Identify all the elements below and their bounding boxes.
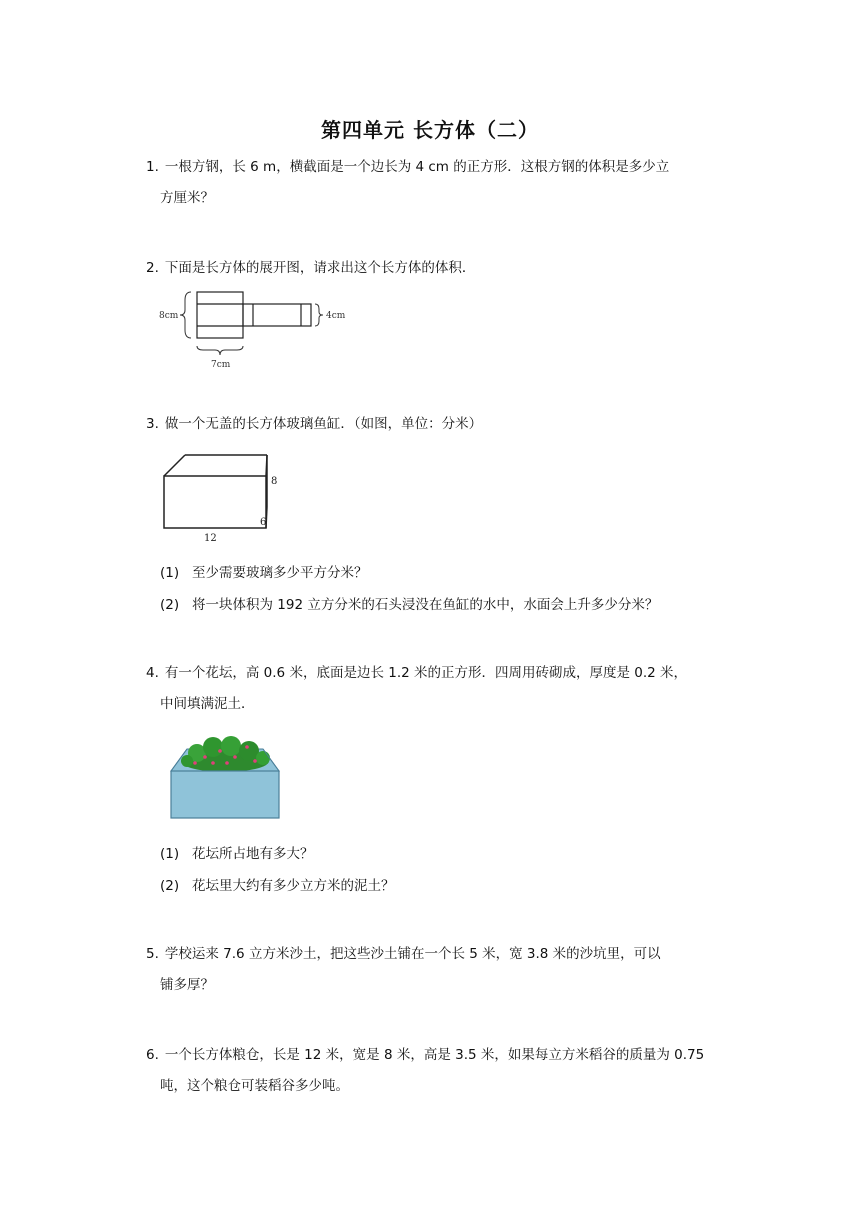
- tank-length-label: 12: [204, 533, 217, 544]
- question-3-part-1: [160, 563, 368, 583]
- question-text-cont: 方厘米？: [160, 190, 214, 206]
- question-1: [146, 152, 736, 214]
- question-3-part-2: [160, 595, 658, 615]
- flower-bed-figure: [165, 733, 287, 821]
- question-text-cont: 吨，这个粮仓可装稻谷多少吨。: [160, 1078, 349, 1094]
- plants-icon: [181, 736, 270, 772]
- question-number: 3.: [146, 416, 159, 432]
- tank-height-label: 8: [271, 476, 278, 487]
- part-number: (2): [160, 597, 180, 613]
- question-2: [146, 253, 736, 284]
- question-text: 一个长方体粮仓，长是 12 米，宽是 8 米，高是 3.5 米，如果每立方米稻谷的质量为 0.75: [164, 1047, 705, 1063]
- page-title: 第四单元 长方体（二）: [321, 118, 539, 142]
- question-number: 4.: [146, 665, 159, 681]
- tank-depth-label: 6: [260, 517, 267, 528]
- part-number: (2): [160, 878, 180, 894]
- question-text: 有一个花坛，高 0.6 米，底面是边长 1.2 米的正方形．四周用砖砌成，厚度是 0.2 米，: [164, 665, 688, 681]
- part-number: (1): [160, 565, 180, 581]
- net-bottom-label: 7cm: [211, 360, 231, 370]
- question-3: [146, 409, 736, 440]
- part-text: 至少需要玻璃多少平方分米？: [192, 565, 368, 581]
- net-right-label: 4cm: [326, 311, 346, 321]
- question-4-part-2: [160, 876, 395, 896]
- question-4: [146, 658, 736, 720]
- question-4-part-1: [160, 844, 314, 864]
- part-text: 花坛所占地有多大？: [192, 846, 314, 862]
- question-5: [146, 939, 736, 1001]
- question-number: 5.: [146, 946, 159, 962]
- question-6: [146, 1040, 736, 1102]
- part-text: 将一块体积为 192 立方分米的石头浸没在鱼缸的水中，水面会上升多少分米？: [192, 597, 659, 613]
- part-number: (1): [160, 846, 180, 862]
- question-text: 一根方钢，长 6 m，横截面是一个边长为 4 cm 的正方形．这根方钢的体积是多少立: [164, 159, 670, 175]
- question-number: 6.: [146, 1047, 159, 1063]
- question-number: 2.: [146, 260, 159, 276]
- question-number: 1.: [146, 159, 159, 175]
- question-text: 做一个无盖的长方体玻璃鱼缸．（如图，单位：分米）: [164, 416, 483, 432]
- cuboid-net-figure: [155, 288, 365, 373]
- question-text-cont: 中间填满泥土．: [160, 696, 255, 712]
- question-text: 学校运来 7.6 立方米沙土，把这些沙土铺在一个长 5 米，宽 3.8 米的沙坑里，可以: [164, 946, 661, 962]
- part-text: 花坛里大约有多少立方米的泥土？: [192, 878, 395, 894]
- question-text-cont: 铺多厚？: [160, 977, 214, 993]
- net-left-label: 8cm: [159, 311, 179, 321]
- fish-tank-figure: [158, 450, 288, 545]
- question-text: 下面是长方体的展开图，请求出这个长方体的体积．: [164, 260, 476, 276]
